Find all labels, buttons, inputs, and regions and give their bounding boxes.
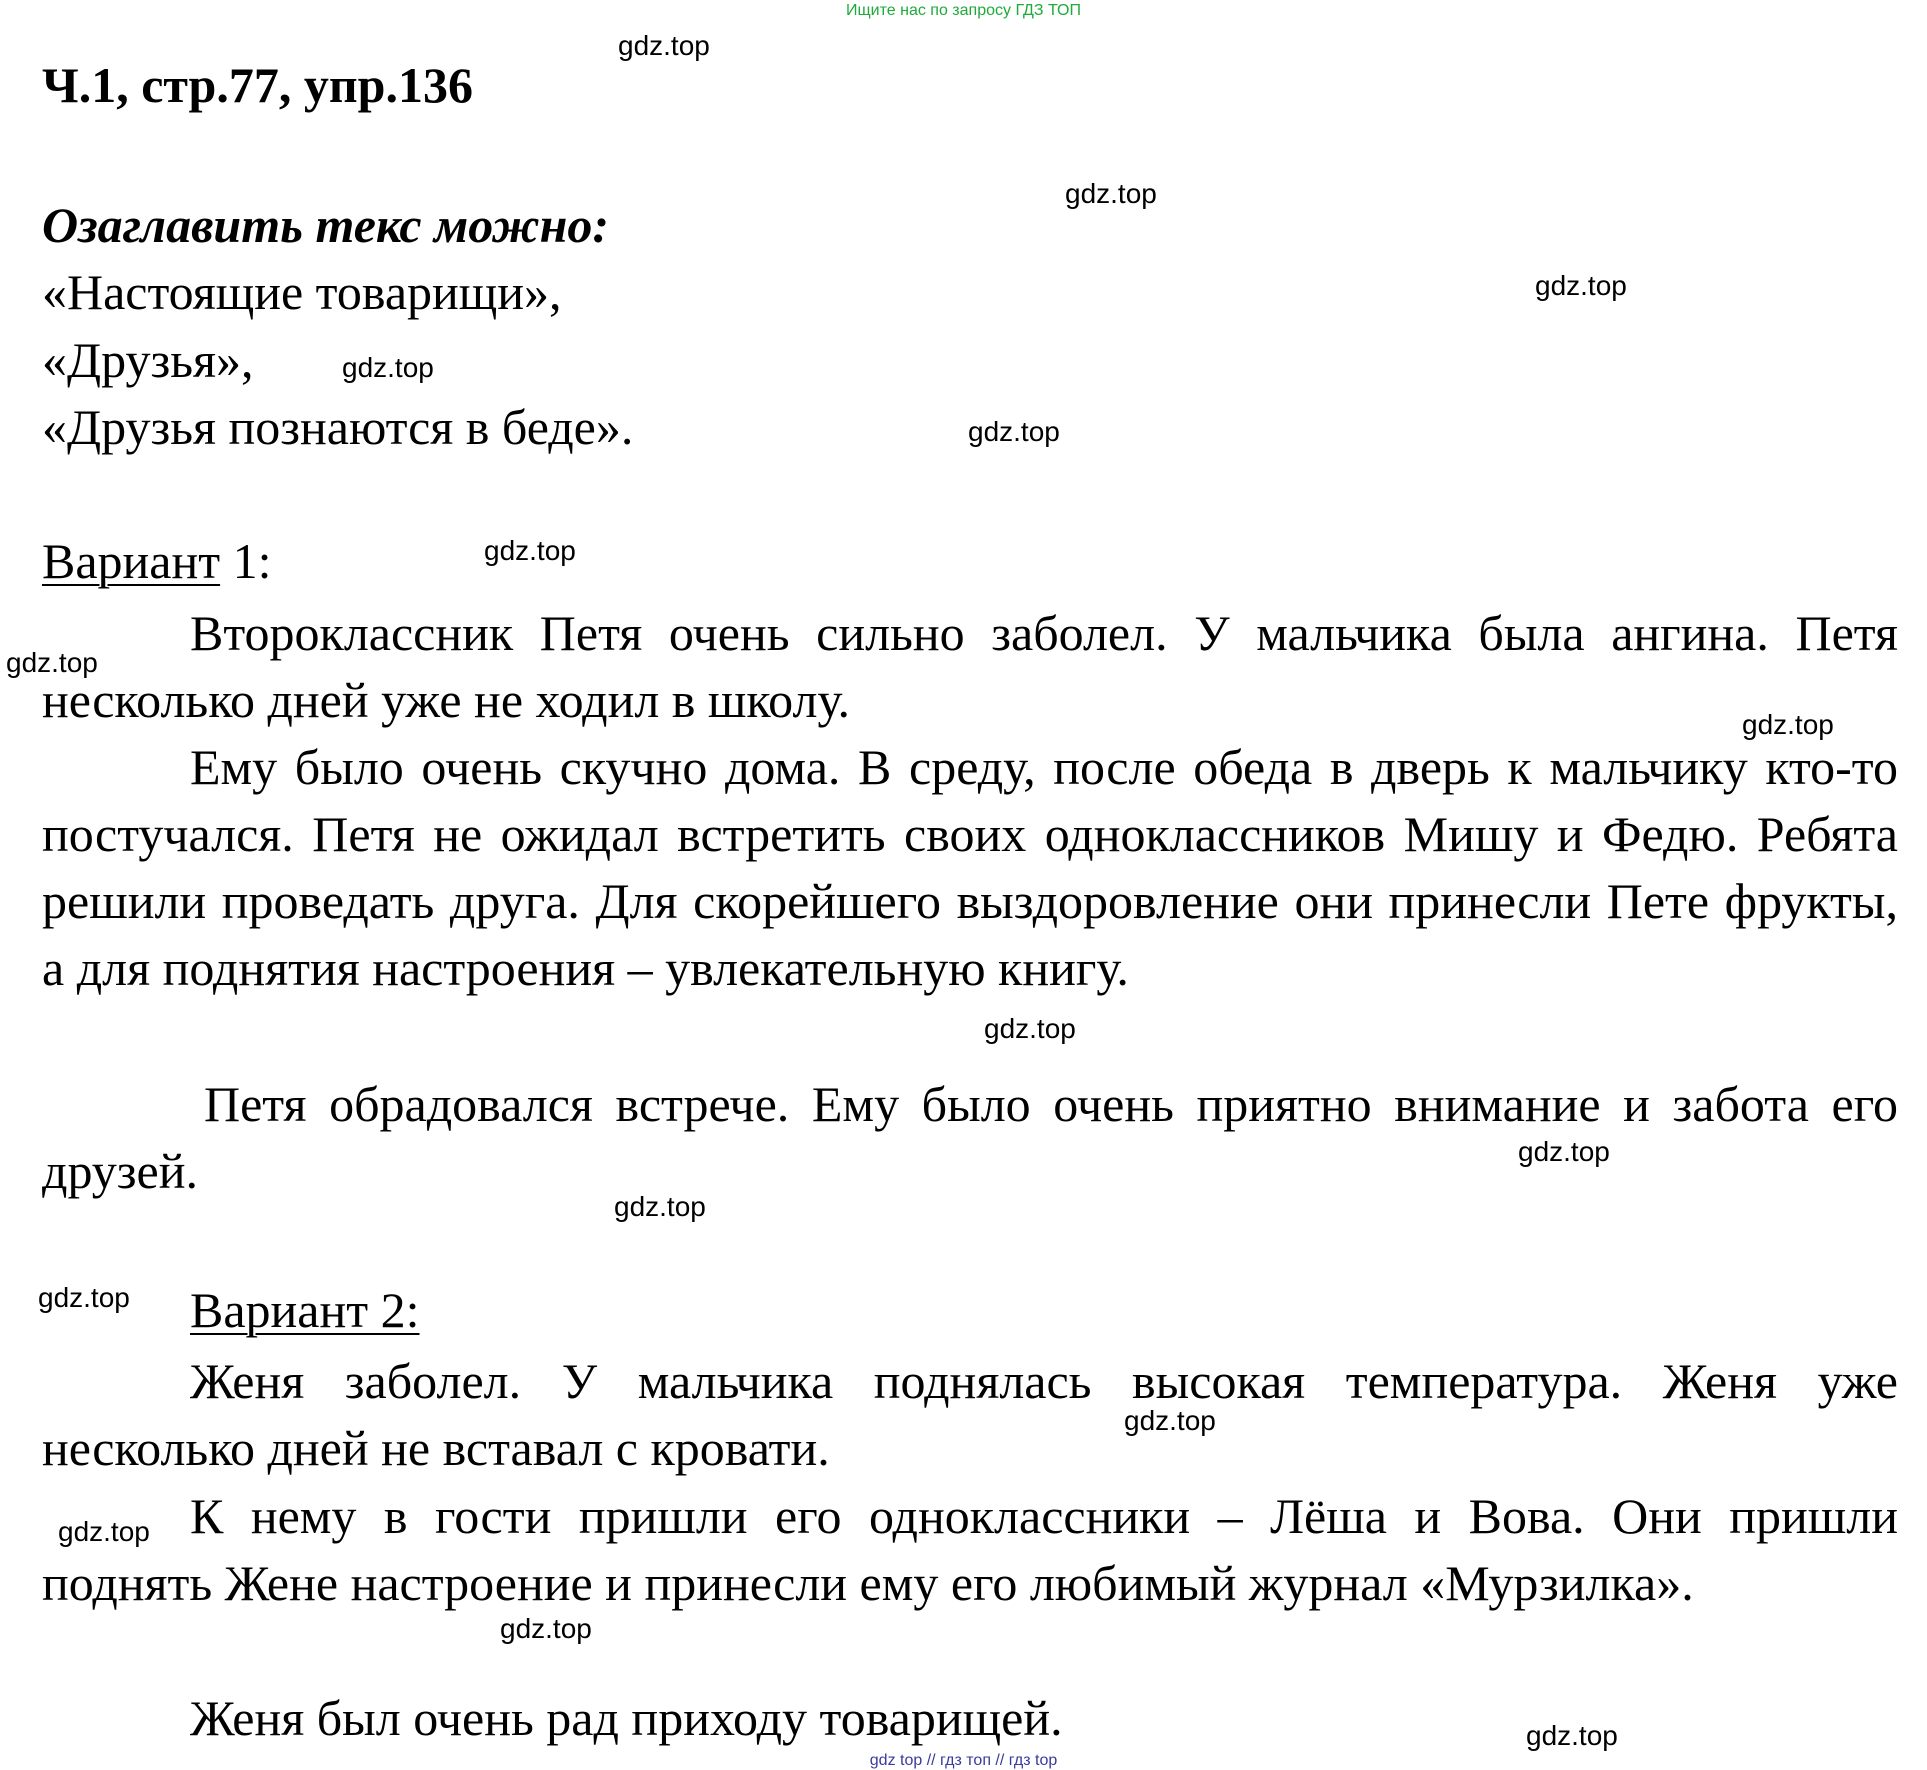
- watermark: gdz.top: [38, 1282, 130, 1313]
- variant-1-paragraph-3: Петя обрадовался встрече. Ему было очень приятно внимание и забота его друзей.: [42, 1076, 1898, 1199]
- watermark: gdz.top: [58, 1516, 150, 1547]
- title-option-1: «Настоящие товарищи»,: [42, 264, 562, 320]
- variant-2-paragraph-3: Женя был очень рад приходу товарищей.: [190, 1690, 1063, 1746]
- variant-2-paragraph-2: К нему в гости пришли его одноклассники – Лёша и Вова. Они пришли поднять Жене настроение и принесли ему его любимый журнал «Мурзилка».: [42, 1488, 1898, 1611]
- variant-1-label-number: 1:: [220, 533, 272, 589]
- watermark: gdz.top: [1518, 1136, 1610, 1167]
- watermark: gdz.top: [6, 647, 98, 678]
- variant-1-paragraph-2: Ему было очень скучно дома. В среду, после обеда в дверь к мальчику кто-то постучался. Петя не ожидал встретить своих одноклассников Мишу и Федю. Ребята решили проведать друга. Для скорейшего выздоровление они принесли Пете фрукты, а для поднятия настроения – увлекательную книгу.: [42, 739, 1898, 996]
- title-option-3: «Друзья познаются в беде».: [42, 399, 634, 455]
- subtitle: Озаглавить текс можно:: [42, 197, 610, 253]
- watermark: gdz.top: [1065, 178, 1157, 209]
- watermark: gdz.top: [968, 416, 1060, 447]
- variant-2-paragraph-1: Женя заболел. У мальчика поднялась высокая температура. Женя уже несколько дней не вставал с кровати.: [42, 1353, 1898, 1476]
- watermark: gdz.top: [618, 30, 710, 61]
- watermark: gdz.top: [614, 1191, 706, 1222]
- watermark: gdz.top: [1526, 1720, 1618, 1751]
- title-option-2: «Друзья»,: [42, 332, 254, 388]
- variant-1-label-word: Вариант: [42, 533, 221, 589]
- watermark: gdz.top: [500, 1613, 592, 1644]
- variant-2-label: Вариант 2:: [190, 1282, 420, 1338]
- variant-1-paragraph-1: Второклассник Петя очень сильно заболел. У мальчика была ангина. Петя несколько дней уже не ходил в школу.: [42, 605, 1898, 728]
- header-search-note: Ищите нас по запросу ГДЗ ТОП: [846, 2, 1081, 19]
- exercise-title: Ч.1, стр.77, упр.136: [42, 57, 473, 113]
- watermark: gdz.top: [984, 1013, 1076, 1044]
- watermark: gdz.top: [1124, 1405, 1216, 1436]
- watermark: gdz.top: [1742, 709, 1834, 740]
- watermark: gdz.top: [1535, 270, 1627, 301]
- footer-note: gdz top // гдз топ // гдз top: [869, 1752, 1058, 1769]
- variant-1-label: [42, 532, 272, 590]
- watermark: gdz.top: [484, 535, 576, 566]
- watermark: gdz.top: [342, 352, 434, 383]
